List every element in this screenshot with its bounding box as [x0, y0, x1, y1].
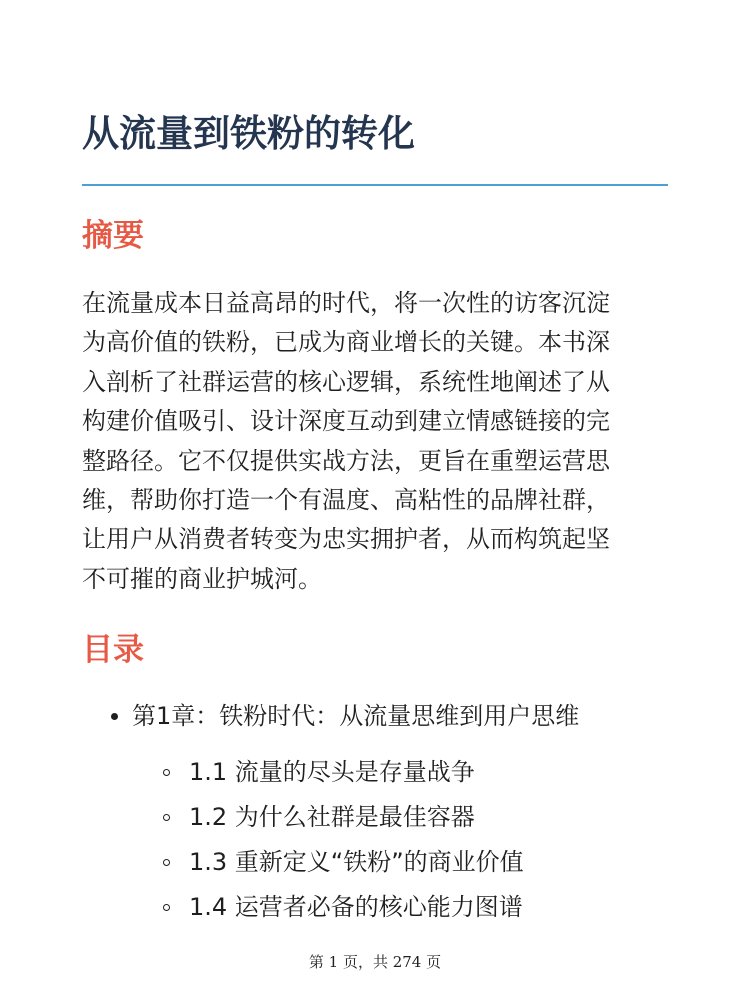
- filled-bullet-icon: [111, 713, 118, 720]
- page-number-footer: 第 1 页，共 274 页: [308, 953, 442, 971]
- page-title: 从流量到铁粉的转化: [82, 112, 415, 155]
- toc-section-1-1: 1.1 流量的尽头是存量战争: [189, 758, 475, 786]
- summary-section: [82, 284, 672, 599]
- summary-line: 维，帮助你打造一个有温度、高粘性的品牌社群，: [82, 485, 610, 514]
- summary-line: 入剖析了社群运营的核心逻辑，系统性地阐述了从: [82, 367, 610, 396]
- summary-line: 构建价值吸引、设计深度互动到建立情感链接的完: [82, 407, 610, 436]
- toc-section-1-4: 1.4 运营者必备的核心能力图谱: [189, 893, 523, 921]
- summary-line: 在流量成本日益高昂的时代，将一次性的访客沉淀: [82, 289, 610, 317]
- title-divider: [82, 184, 668, 186]
- hollow-bullet-icon: [163, 859, 170, 866]
- toc-chapter-1: 第1章：铁粉时代：从流量思维到用户思维: [132, 702, 580, 730]
- hollow-bullet-icon: [163, 769, 170, 776]
- hollow-bullet-icon: [163, 904, 170, 911]
- table-of-contents-heading: 目录: [82, 632, 144, 668]
- summary-line: 整路径。它不仅提供实战方法，更旨在重塑运营思: [82, 446, 610, 475]
- hollow-bullet-icon: [163, 814, 170, 821]
- table-of-contents: [0, 695, 750, 935]
- toc-section-1-2: 1.2 为什么社群是最佳容器: [189, 803, 475, 831]
- summary-line: 让用户从消费者转变为忠实拥护者，从而构筑起坚: [82, 525, 610, 554]
- summary-heading: 摘要: [82, 218, 144, 254]
- summary-line: 不可摧的商业护城河。: [82, 564, 322, 593]
- toc-section-1-3: 1.3 重新定义“铁粉”的商业价值: [189, 848, 524, 876]
- summary-line: 为高价值的铁粉，已成为商业增长的关键。本书深: [82, 328, 610, 357]
